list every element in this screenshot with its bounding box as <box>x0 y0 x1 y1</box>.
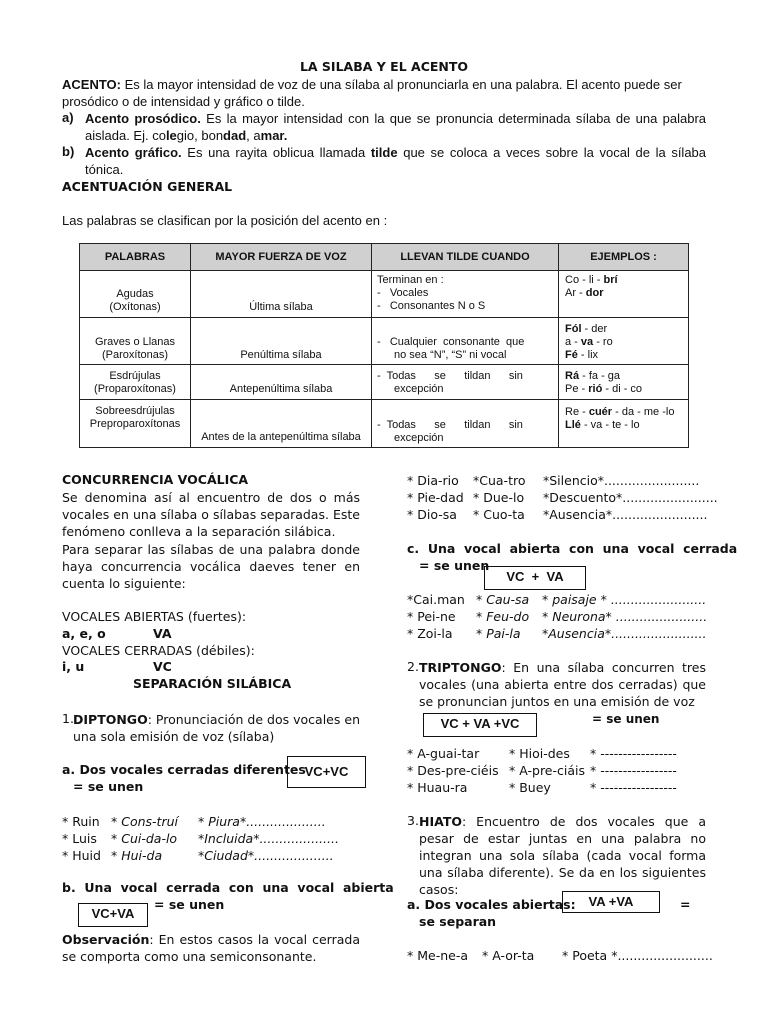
palabra-name: Sobreesdrújulas <box>95 405 175 417</box>
table-row <box>80 318 689 365</box>
palabra-alt: Preproparoxítonas <box>89 418 181 430</box>
example-word: Pe - rió - di - co <box>565 383 643 395</box>
tilde-rule: - Todas se tildan sin <box>377 370 523 382</box>
case-a-heading: a. Dos vocales cerradas diferentes <box>62 762 306 777</box>
example-word: Ar - dor <box>565 287 604 299</box>
item-a-emph2: dad <box>223 128 247 143</box>
hiato-case-a-separan: se separan <box>419 914 497 929</box>
triptongo-paragraph <box>419 659 706 710</box>
case-b-join: = se unen <box>154 897 225 912</box>
example-word: a - va - ro <box>565 336 613 348</box>
intro-text: Las palabras se clasifican por la posición del acento en : <box>62 213 388 228</box>
hiato-paragraph <box>419 813 706 898</box>
hiato-label: HIATO <box>419 814 462 829</box>
hiato-text: : Encuentro de dos vocales que a pesar de estar juntas en una palabra no integran una sola sílaba (cada vocal forma una sílaba diferente). Se da en los siguientes casos: <box>419 814 706 897</box>
tilde-rule: - Vocales <box>377 287 429 299</box>
case-a-join: = se unen <box>73 779 144 794</box>
table-row <box>80 365 689 400</box>
table-header-row <box>80 244 689 271</box>
case-c-examples: *Cai.man * Cau-sa * paisaje * ........................ * Pei-ne * Feu-do * Neurona* ....................... * Zoi-la * Pai-la *Ausencia*........................ <box>407 592 708 641</box>
palabra-alt: (Oxítonas) <box>109 301 161 313</box>
example-word: Fé - lix <box>565 349 599 361</box>
item-a-emph1: le <box>165 128 177 143</box>
triptongo-label: TRIPTONGO <box>419 660 502 675</box>
page-title: LA SILABA Y EL ACENTO <box>299 59 469 74</box>
separar-text: Para separar las sílabas de una palabra donde haya concurrencia vocálica daeves tener en cuenta lo siguiente: <box>62 542 360 591</box>
table-header: MAYOR FUERZA DE VOZ <box>191 244 372 271</box>
diptongo-number: 1. <box>62 711 74 726</box>
item-b-paragraph <box>85 144 706 178</box>
item-a-text3: , a <box>246 128 261 143</box>
case-b-heading: b. Una vocal cerrada con una vocal abierta <box>62 880 394 895</box>
vc-va-formula-box: VC+VA <box>78 903 148 927</box>
vc-va-vc-formula-box: VC + VA +VC <box>423 713 537 737</box>
table-header: EJEMPLOS : <box>559 244 689 271</box>
observacion-label: Observación <box>62 932 150 947</box>
example-word: Rá - fa - ga <box>565 370 621 382</box>
fuerza-value: Antepenúltima sílaba <box>229 383 333 395</box>
case-c-heading: c. Una vocal abierta con una vocal cerrada <box>407 541 738 556</box>
acento-paragraph <box>62 76 706 110</box>
item-a-text: Es la mayor intensidad con la que se pronuncia determinada sílaba de una palabra aislada. Ej. co <box>85 111 706 143</box>
example-word: Fól - der <box>565 323 608 335</box>
triptongo-text: : En una sílaba concurren tres vocales (una abierta entre dos cerradas) que se pronuncian juntos en una emisión de voz <box>419 660 706 709</box>
vocales-cerradas-label: VOCALES CERRADAS (débiles): <box>62 643 255 658</box>
va-va-formula-box: VA +VA <box>562 891 660 913</box>
hiato-examples: * Me-ne-a * A-or-ta * Poeta *........................ <box>407 948 713 963</box>
general-heading: ACENTUACIÓN GENERAL <box>62 179 233 194</box>
case-b-examples: * Dia-rio *Cua-tro *Silencio*........................ * Pie-dad * Due-lo *Descuento*........................ * Dio-sa * Cuo-ta *Ausencia*........................ <box>407 473 718 522</box>
vocales-abiertas-list: a, e, o <box>62 626 106 641</box>
palabra-name: Esdrújulas <box>109 370 161 382</box>
item-b-text2: que se coloca a veces sobre la vocal de la sílaba tónica. <box>85 145 707 177</box>
palabra-name: Agudas <box>116 288 154 300</box>
separacion-heading: SEPARACIÓN SILÁBICA <box>133 676 292 691</box>
tilde-rule: excepción <box>394 432 444 444</box>
diptongo-label: DIPTONGO <box>73 712 148 727</box>
palabra-alt: (Paroxítonas) <box>101 349 169 361</box>
item-a-emph3: mar. <box>260 128 288 143</box>
triptongo-number: 2. <box>407 659 419 674</box>
concurrencia-heading: CONCURRENCIA VOCÁLICA <box>62 472 249 487</box>
item-b-text: Es una rayita oblicua llamada <box>181 145 371 160</box>
diptongo-text: : Pronunciación de dos vocales en una sola emisión de voz (sílaba) <box>73 712 360 744</box>
item-b-label: Acento gráfico. <box>85 145 182 160</box>
tilde-rule: no sea “N”, “S” ni vocal <box>394 349 507 361</box>
tilde-rule: - Cualquier consonante que <box>377 336 525 348</box>
table-header: LLEVAN TILDE CUANDO <box>372 244 559 271</box>
hiato-case-a-eq: = <box>680 897 691 912</box>
example-word: Llé - va - te - lo <box>565 419 640 431</box>
vocales-abiertas-label: VOCALES ABIERTAS (fuertes): <box>62 609 247 624</box>
case-c-join: = se unen <box>419 558 490 573</box>
table-row <box>80 271 689 318</box>
fuerza-value: Antes de la antepenúltima sílaba <box>201 431 361 443</box>
vc-code: VC <box>153 659 172 674</box>
vc-plus-va-formula-box: VC + VA <box>484 566 586 590</box>
triptongo-examples: * A-guai-tar * Hioi-des * ----------------- * Des-pre-ciéis * A-pre-ciáis * ----------------- * Huau-ra * Buey * ----------------- <box>407 746 677 795</box>
vocales-cerradas-list: i, u <box>62 659 85 674</box>
palabra-name: Graves o Llanas <box>94 336 176 348</box>
tilde-rule: - Todas se tildan sin <box>377 419 523 431</box>
tilde-rule: excepción <box>394 383 444 395</box>
tilde-rule: Terminan en : <box>377 274 444 286</box>
vc-vc-formula-box: VC+VC <box>287 756 366 788</box>
example-word: Re - cuér - da - me -lo <box>565 406 675 418</box>
item-a-label: Acento prosódico. <box>85 111 201 126</box>
diptongo-paragraph <box>73 711 360 745</box>
fuerza-value: Última sílaba <box>249 301 313 313</box>
table-header: PALABRAS <box>80 244 191 271</box>
palabra-alt: (Proparoxítonas) <box>94 383 176 395</box>
accent-table <box>79 243 689 448</box>
table-row <box>80 400 689 448</box>
concurrencia-text: Se denomina así al encuentro de dos o más vocales en una sílaba o sílabas separadas. Este fenómeno conlleva a la separación silábica. <box>62 490 360 539</box>
item-a-text2: gio, bon <box>176 128 224 143</box>
tilde-rule: - Consonantes N o S <box>377 300 486 312</box>
triptongo-join: = se unen <box>592 712 660 726</box>
observacion-paragraph <box>62 931 360 965</box>
hiato-number: 3. <box>407 813 419 828</box>
hiato-case-a-heading: a. Dos vocales abiertas: <box>407 897 576 912</box>
fuerza-value: Penúltima sílaba <box>240 349 322 361</box>
item-b-marker: b) <box>62 144 75 159</box>
observacion-text: : En estos casos la vocal cerrada se comporta como una semiconsonante. <box>62 932 360 964</box>
item-b-tilde: tilde <box>370 145 398 160</box>
acento-label: ACENTO: <box>62 77 121 92</box>
va-code: VA <box>153 626 172 641</box>
acento-text: Es la mayor intensidad de voz de una sílaba al pronunciarla en una palabra. El acento puede ser prosódico o de intensidad y gráfico o tilde. <box>62 77 682 109</box>
item-a-marker: a) <box>62 110 74 125</box>
item-a-paragraph <box>85 110 706 144</box>
example-word: Co - li - brí <box>565 274 618 286</box>
